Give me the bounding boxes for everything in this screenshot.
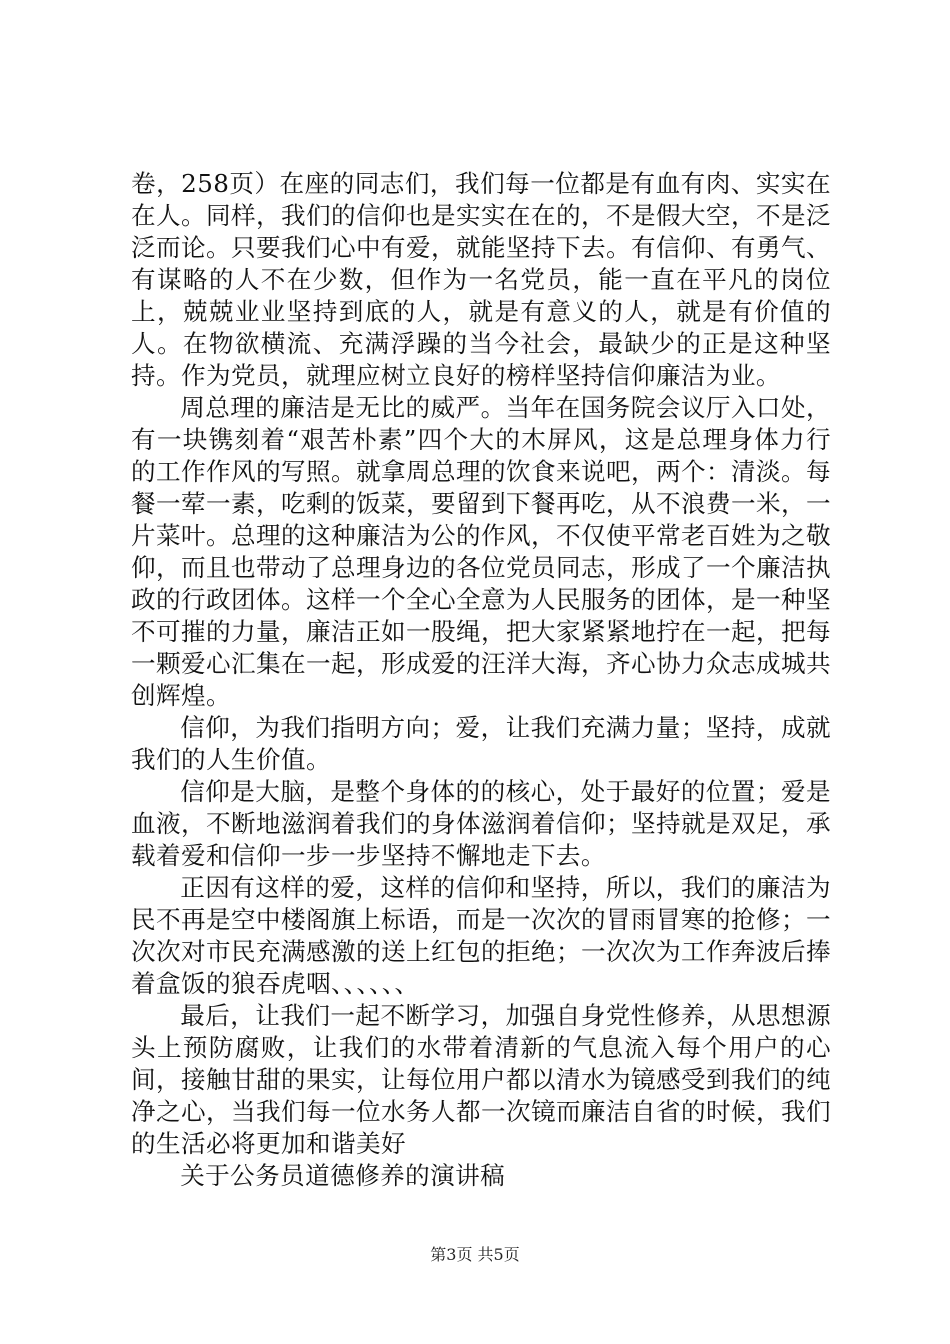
page-footer: 第3页 共5页 <box>430 1245 520 1264</box>
document-body <box>131 168 831 1192</box>
paragraph-faith-love-persistence: 信仰，为我们指明方向；爱，让我们充满力量；坚持，成就我们的人生价值。 <box>131 713 831 774</box>
paragraph-finally: 最后，让我们一起不断学习，加强自身党性修养，从思想源头上预防腐败，让我们的水带着清新的气息流入每个用户的心间，接触甘甜的果实，让每位用户都以清水为镜感受到我们的纯净之心，当我们每一位水务人都一次镜而廉洁自省的时候，我们的生活必将更加和谐美好 <box>131 1001 831 1158</box>
paragraph-because-of-love: 正因有这样的爱，这样的信仰和坚持，所以，我们的廉洁为民不再是空中楼阁旗上标语，而是一次次的冒雨冒寒的抢修；一次次对市民充满感激的送上红包的拒绝；一次次为工作奔波后捧着盒饭的狼吞虎咽、、、、、、 <box>131 873 831 998</box>
paragraph-faith-is-brain: 信仰是大脑，是整个身体的的核心，处于最好的位置；爱是血液，不断地滋润着我们的身体滋润着信仰；坚持就是双足，承载着爱和信仰一步一步坚持不懈地走下去。 <box>131 777 831 870</box>
paragraph-continued: 卷，258页）在座的同志们，我们每一位都是有血有肉、实实在在人。同样，我们的信仰也是实实在在的，不是假大空，不是泛泛而论。只要我们心中有爱，就能坚持下去。有信仰、有勇气、有谋略的人不在少数，但作为一名党员，能一直在平凡的岗位上，兢兢业业坚持到底的人，就是有意义的人，就是有价值的人。在物欲横流、充满浮躁的当今社会，最缺少的正是这种坚持。作为党员，就理应树立良好的榜样坚持信仰廉洁为业。 <box>131 169 831 390</box>
paragraph-zhou-premier: 周总理的廉洁是无比的威严。当年在国务院会议厅入口处，有一块镌刻着“艰苦朴素”四个大的木屏风，这是总理身体力行的工作作风的写照。就拿周总理的饮食来说吧，两个：清淡。每餐一荤一素，吃剩的饭菜，要留到下餐再吃，从不浪费一米，一片菜叶。总理的这种廉洁为公的作风，不仅使平常老百姓为之敬仰，而且也带动了总理身边的各位党员同志，形成了一个廉洁执政的行政团体。这样一个全心全意为人民服务的团体，是一种坚不可摧的力量，廉洁正如一股绳，把大家紧紧地拧在一起，把每一颗爱心汇集在一起，形成爱的汪洋大海，齐心协力众志成城共创辉煌。 <box>131 393 831 710</box>
section-heading: 关于公务员道德修养的演讲稿 <box>180 1161 506 1190</box>
